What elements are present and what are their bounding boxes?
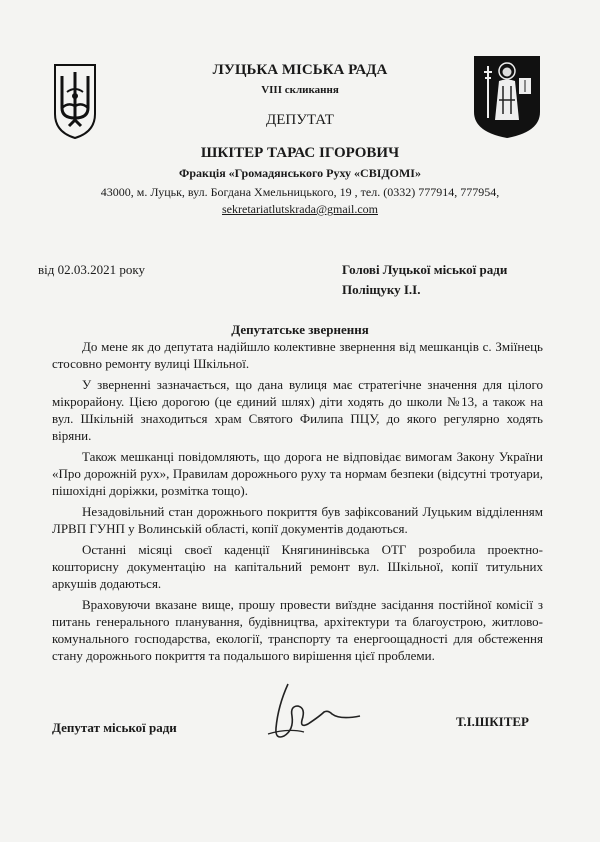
convocation: VIII скликання — [261, 84, 339, 96]
body-paragraph: Враховуючи вказане вище, прошу провести виїздне засідання постійної комісії з питань генерального планування, будівництва, архітектури та благоустрою, житлово-комунального господарства, екології, транспорту та енергоощадності для обстеження стану дорожнього покриття та подальшого вирішення цієї проблеми. — [52, 597, 543, 663]
postal-address: 43000, м. Луцьк, вул. Богдана Хмельницького, 19 , тел. (0332) 777914, 777954, — [100, 185, 500, 199]
body-paragraph: До мене як до депутата надійшло колективне звернення від мешканців с. Зміїнець стосовно ремонту вулиці Шкільної. — [52, 339, 543, 371]
deputy-title: ДЕПУТАТ — [266, 112, 334, 128]
contact-block — [60, 184, 540, 218]
addressee-title: Голові Луцької міської ради — [342, 262, 508, 277]
council-name: ЛУЦЬКА МІСЬКА РАДА — [212, 62, 388, 78]
document-title: Депутатське звернення — [231, 322, 369, 337]
trident-coat-of-arms-icon — [52, 62, 98, 140]
letter-body — [52, 338, 543, 668]
handwritten-signature — [248, 676, 368, 746]
letter-date: від 02.03.2021 року — [38, 262, 145, 277]
deputy-name: ШКІТЕР ТАРАС ІГОРОВИЧ — [200, 145, 400, 161]
body-paragraph: Також мешканці повідомляють, що дорога не відповідає вимогам Закону України «Про дорожній рух», Правилам дорожнього руху та нормам безпеки (відсутні тротуари, пішохідні доріжки, розмітка тощо). — [52, 449, 543, 498]
signer-name: Т.І.ШКІТЕР — [456, 714, 529, 729]
addressee-name: Поліщуку І.І. — [342, 282, 421, 297]
body-paragraph: У зверненні зазначається, що дана вулиця має стратегічне значення для цілого мікрорайону. Цією дорогою (це єдиний шлях) діти ходять до школи №13, а також на вул. Шкільній знаходиться храм Святого Филипа ПЦУ, до якого регулярно ходять віряни. — [52, 377, 543, 443]
body-paragraph: Останні місяці своєї каденції Княгининівська ОТГ розробила проектно-кошторисну документацію на капітальний ремонт вул. Шкільної, копії титульних аркушів додаються. — [52, 542, 543, 591]
email-link[interactable]: sekretariatlutskrada@gmail.com — [222, 202, 378, 216]
signature-label: Депутат міської ради — [52, 720, 177, 735]
body-paragraph: Незадовільний стан дорожнього покриття був зафіксований Луцьким відділенням ЛРВП ГУНП у Волинській області, копії документів додаються. — [52, 504, 543, 536]
faction-name: Фракція «Громадянського Руху «СВІДОМІ» — [179, 166, 421, 180]
